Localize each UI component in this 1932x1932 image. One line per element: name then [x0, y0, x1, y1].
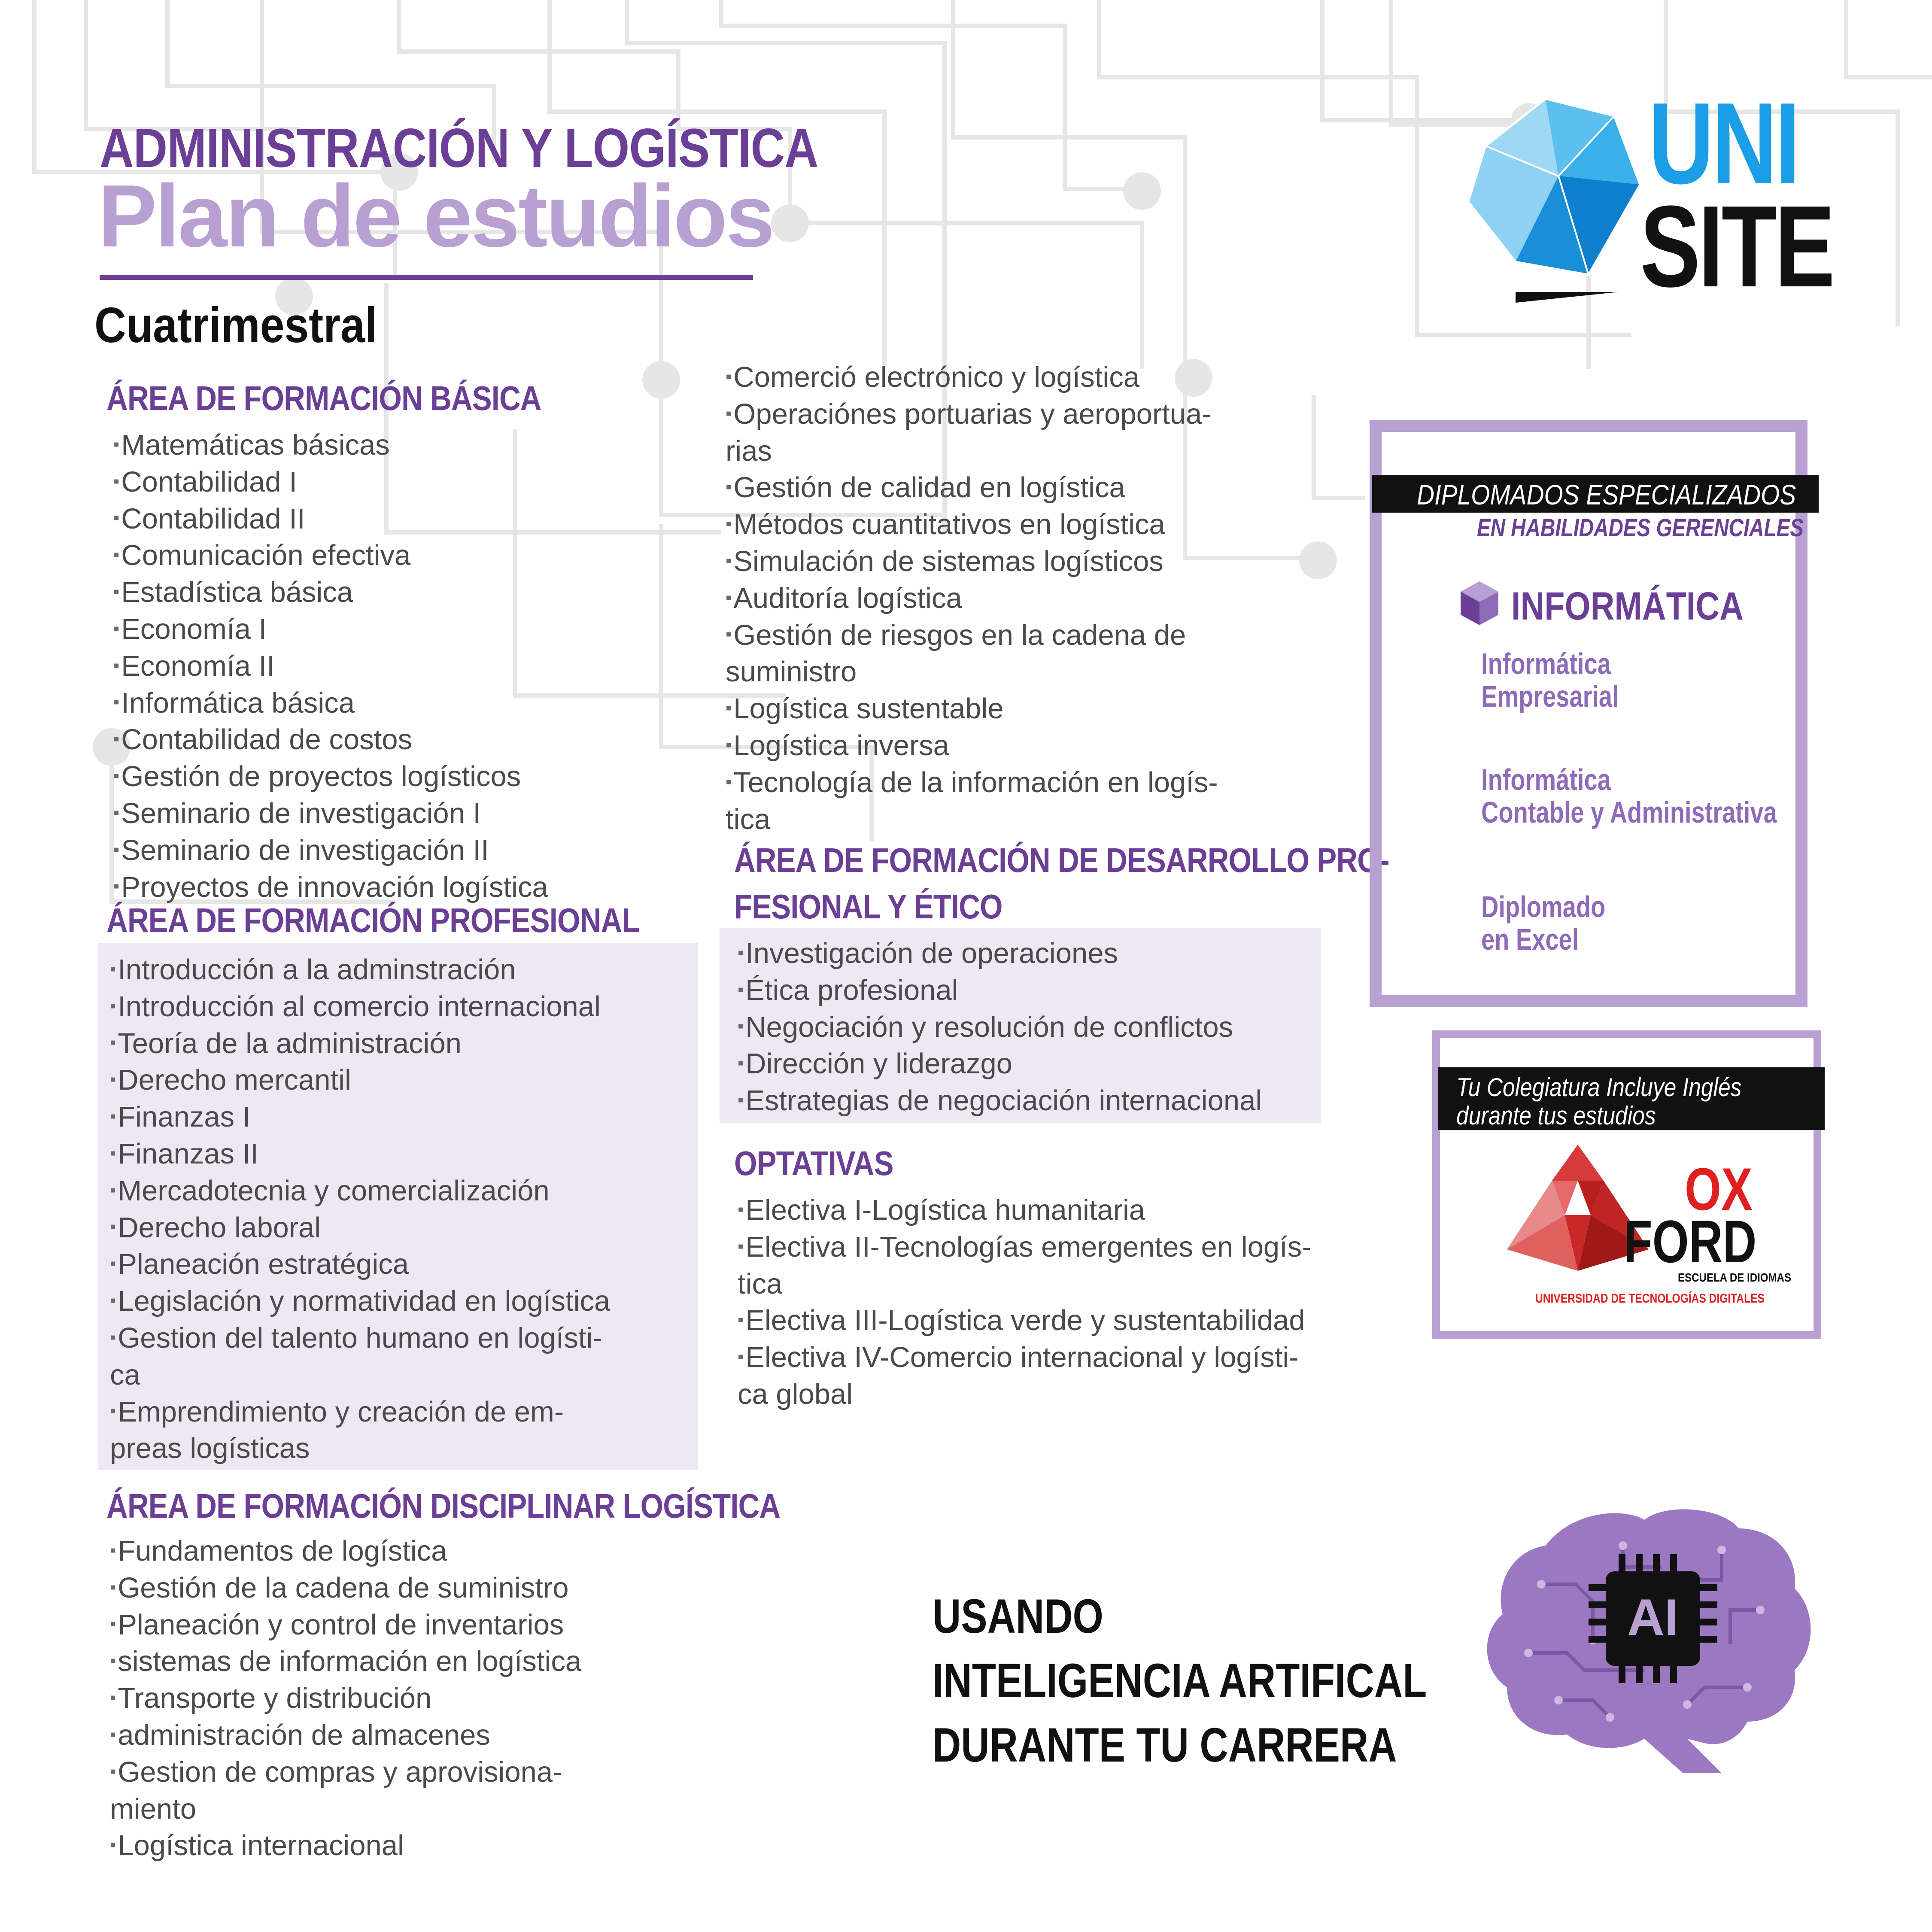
list-profesional: [110, 952, 610, 1468]
diplomado-3-line2: en Excel: [1481, 923, 1579, 956]
list-item: miento: [110, 1792, 197, 1825]
oxford-bar-line1: Tu Colegiatura Incluye Inglés: [1456, 1073, 1742, 1102]
oxford-bar-line2: durante tus estudios: [1456, 1101, 1656, 1130]
list-item: ▪ Economía II: [113, 649, 548, 686]
list-disciplinar-cont: [726, 360, 1218, 838]
diplomado-2-line2: Contable y Administrativa: [1481, 796, 1777, 829]
ai-banner-text: [933, 1584, 1427, 1777]
section-heading-basica: ÁREA DE FORMACIÓN BÁSICA: [106, 379, 541, 417]
list-item: ▪ Economía I: [113, 612, 548, 649]
section-heading-desarrollo-2: FESIONAL Y ÉTICO: [734, 887, 1002, 926]
list-item: ▪ Finanzas II: [110, 1136, 610, 1173]
list-item: ▪ Electiva II-Tecnologías emergentes en logís-: [738, 1230, 1312, 1267]
page-title: Plan de estudios: [98, 167, 773, 265]
list-item: ▪ Investigación de operaciones: [738, 936, 1262, 973]
list-item: ▪ Gestion de compras y aprovisiona-: [110, 1755, 581, 1792]
list-item: ▪ Gestión de calidad en logística: [726, 470, 1218, 507]
title-underline: [100, 275, 753, 280]
program-kicker: ADMINISTRACIÓN Y LOGÍSTICA: [100, 118, 818, 179]
list-item: ▪ Ética profesional: [738, 973, 1262, 1010]
list-item: ▪ Informática básica: [113, 686, 548, 723]
list-item: ▪ Introducción al comercio internacional: [110, 989, 610, 1026]
list-item: suministro: [726, 656, 857, 688]
list-item: ▪ Finanzas I: [110, 1100, 610, 1136]
list-item: ▪ Matemáticas básicas: [113, 428, 548, 465]
list-desarrollo: [738, 936, 1262, 1120]
list-item: ▪ Contabilidad I: [113, 465, 548, 501]
diplomado-1-line2: Empresarial: [1481, 680, 1619, 713]
list-item: ▪ administración de almacenes: [110, 1718, 581, 1755]
list-item: ▪ Contabilidad de costos: [113, 722, 548, 759]
diplomado-1-line1: Informática: [1481, 647, 1611, 680]
list-item: ▪ Contabilidad II: [113, 501, 548, 538]
list-item: ▪ Transporte y distribución: [110, 1681, 581, 1718]
unisite-wordmark-site: SITE: [1640, 182, 1833, 311]
list-optativas: [738, 1193, 1312, 1414]
list-item: ▪ Electiva I-Logística humanitaria: [738, 1193, 1312, 1230]
list-item: ▪ Comerció electrónico y logística: [726, 360, 1218, 397]
list-item: ca global: [738, 1378, 853, 1410]
oxford-subtitle: ESCUELA DE IDIOMAS: [1678, 1271, 1792, 1284]
list-item: ▪ Gestion del talento humano en logísti-: [110, 1321, 610, 1358]
section-heading-desarrollo-1: ÁREA DE FORMACIÓN DE DESARROLLO PRO-: [734, 841, 1389, 879]
study-mode: Cuatrimestral: [94, 297, 377, 353]
list-item: ▪ Logística sustentable: [726, 691, 1218, 728]
list-item: ▪ Seminario de investigación II: [113, 833, 548, 870]
list-item: ▪ Gestión de proyectos logísticos: [113, 759, 548, 796]
list-item: tica: [738, 1267, 783, 1300]
list-item: ▪ Electiva III-Logística verde y sustentabilidad: [738, 1303, 1312, 1340]
list-item: ▪ Operaciónes portuarias y aeroportua-: [726, 397, 1218, 434]
list-item: rias: [726, 434, 772, 467]
informatica-heading: INFORMÁTICA: [1511, 584, 1744, 628]
list-item: ▪ Planeación estratégica: [110, 1247, 610, 1284]
list-item: ▪ Emprendimiento y creación de em-: [110, 1394, 610, 1431]
list-item: ▪ Introducción a la adminstración: [110, 952, 610, 989]
list-item: ▪ Estrategias de negociación internacional: [738, 1083, 1262, 1120]
ai-brain-icon: [1481, 1498, 1820, 1782]
list-item: ▪ Legislación y normatividad en logística: [110, 1284, 610, 1321]
diplomado-3-line1: Diplomado: [1481, 890, 1606, 923]
list-item: ▪ Auditoría logística: [726, 581, 1218, 618]
list-item: ▪ Seminario de investigación I: [113, 796, 548, 833]
list-item: ▪ Derecho mercantil: [110, 1063, 610, 1100]
section-heading-optativas: OPTATIVAS: [734, 1144, 893, 1182]
oxford-university: UNIVERSIDAD DE TECNOLOGÍAS DIGITALES: [1535, 1291, 1765, 1306]
list-item: ▪ Dirección y liderazgo: [738, 1046, 1262, 1083]
oxford-word-ox: OX: [1685, 1155, 1753, 1223]
ai-line-1: USANDO: [933, 1589, 1103, 1643]
list-item: ▪ Gestión de riesgos en la cadena de: [726, 618, 1218, 655]
ai-line-2: INTELIGENCIA ARTIFICAL: [933, 1654, 1427, 1707]
list-item: ▪ Proyectos de innovación logística: [113, 870, 548, 907]
list-item: ▪ Comunicación efectiva: [113, 538, 548, 575]
list-item: ▪ Fundamentos de logística: [110, 1534, 581, 1571]
diplomados-subtitle: EN HABILIDADES GERENCIALES: [1477, 514, 1804, 542]
unisite-wordmark-uni: UNI: [1649, 79, 1798, 208]
list-item: tica: [726, 803, 771, 835]
list-item: ▪ Métodos cuantitativos en logística: [726, 507, 1218, 544]
list-item: ▪ Tecnología de la información en logís-: [726, 765, 1218, 802]
oxford-word-ford: FORD: [1624, 1208, 1757, 1275]
section-heading-disciplinar: ÁREA DE FORMACIÓN DISCIPLINAR LOGÍSTICA: [106, 1487, 781, 1525]
list-item: ca: [110, 1358, 140, 1391]
diplomado-2-line1: Informática: [1481, 763, 1611, 796]
list-item: ▪ Gestión de la cadena de suministro: [110, 1571, 581, 1607]
list-item: ▪ Logística inversa: [726, 728, 1218, 765]
list-item: ▪ Electiva IV-Comercio internacional y logísti-: [738, 1340, 1312, 1377]
list-item: ▪ Estadística básica: [113, 575, 548, 612]
informatica-cube-icon: [1459, 580, 1500, 627]
list-basica: [113, 428, 548, 906]
ai-chip-label: AI: [1627, 1589, 1679, 1646]
list-item: ▪ Negociación y resolución de conflictos: [738, 1010, 1262, 1047]
list-disciplinar: [110, 1534, 581, 1865]
list-item: ▪ Derecho laboral: [110, 1210, 610, 1247]
list-item: ▪ Teoría de la administración: [110, 1026, 610, 1063]
list-item: ▪ sistemas de información en logística: [110, 1644, 581, 1681]
list-item: ▪ Logística internacional: [110, 1828, 581, 1865]
list-item: ▪ Simulación de sistemas logísticos: [726, 544, 1218, 581]
list-item: preas logísticas: [110, 1432, 310, 1465]
list-item: ▪ Mercadotecnia y comercialización: [110, 1173, 610, 1210]
ai-line-3: DURANTE TU CARRERA: [933, 1718, 1397, 1772]
section-heading-profesional: ÁREA DE FORMACIÓN PROFESIONAL: [106, 901, 640, 939]
diplomados-bar-text: DIPLOMADOS ESPECIALIZADOS: [1417, 479, 1796, 510]
list-item: ▪ Planeación y control de inventarios: [110, 1607, 581, 1644]
